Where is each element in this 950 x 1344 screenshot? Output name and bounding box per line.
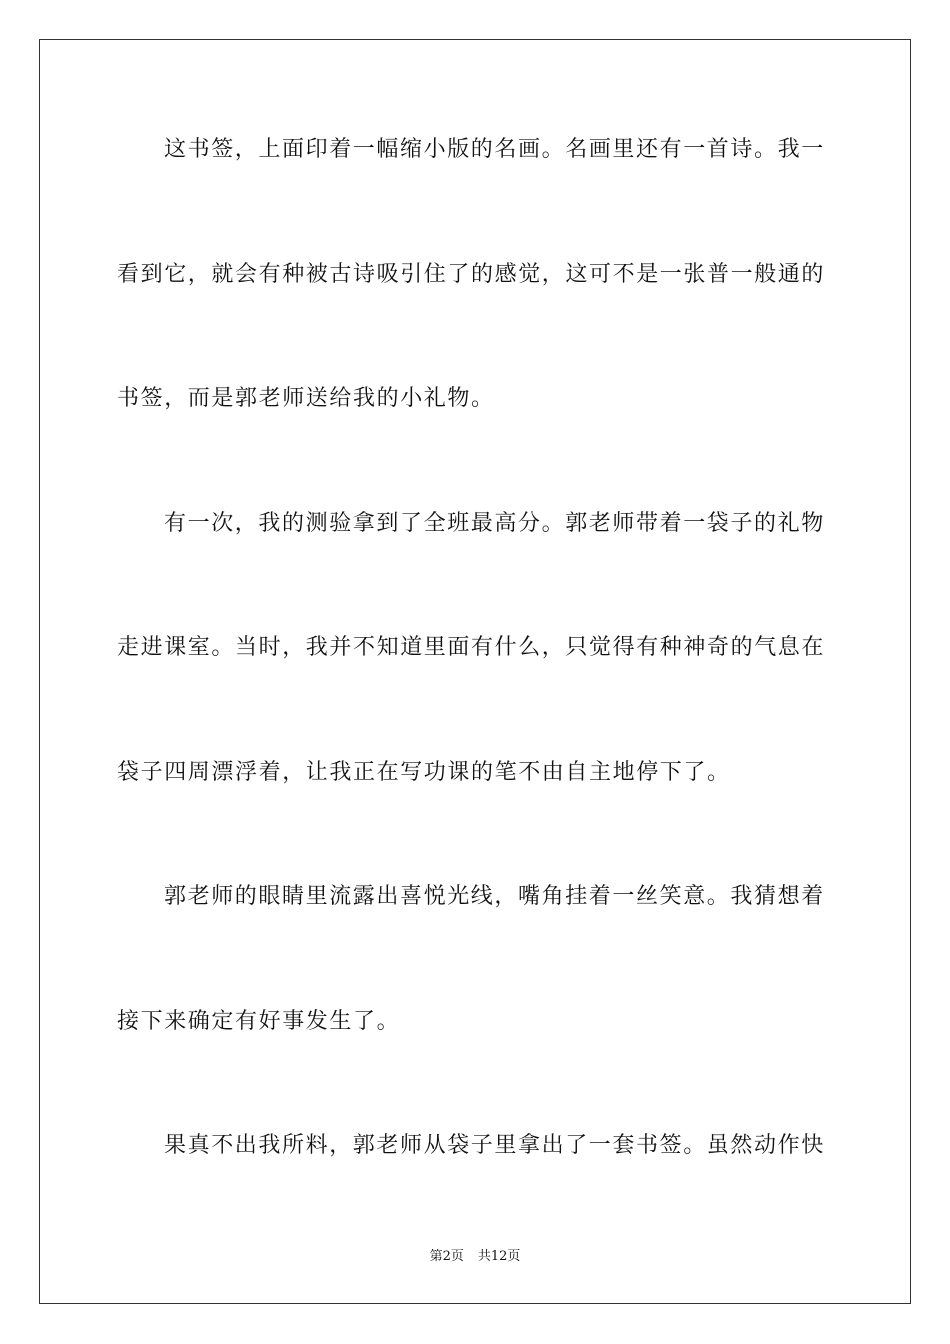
page-number: 第2页 bbox=[429, 1249, 464, 1264]
text-line-4: 有一次，我的测验拿到了全班最高分。郭老师带着一袋子的礼物 bbox=[164, 511, 825, 536]
text-line-6: 袋子四周漂浮着，让我正在写功课的笔不由自主地停下了。 bbox=[117, 760, 731, 785]
page-border bbox=[39, 39, 911, 1304]
text-line-3: 书签，而是郭老师送给我的小礼物。 bbox=[117, 386, 495, 411]
page-footer bbox=[0, 1248, 950, 1266]
text-line-8: 接下来确定有好事发生了。 bbox=[117, 1009, 401, 1034]
text-line-9: 果真不出我所料，郭老师从袋子里拿出了一套书签。虽然动作快 bbox=[164, 1133, 825, 1158]
text-line-2: 看到它，就会有种被古诗吸引住了的感觉，这可不是一张普一般通的 bbox=[117, 262, 826, 287]
text-line-5: 走进课室。当时，我并不知道里面有什么，只觉得有种神奇的气息在 bbox=[117, 635, 826, 660]
text-line-7: 郭老师的眼睛里流露出喜悦光线，嘴角挂着一丝笑意。我猜想着 bbox=[164, 884, 825, 909]
total-pages: 共12页 bbox=[477, 1249, 521, 1264]
text-line-1: 这书签，上面印着一幅缩小版的名画。名画里还有一首诗。我一 bbox=[164, 137, 825, 162]
